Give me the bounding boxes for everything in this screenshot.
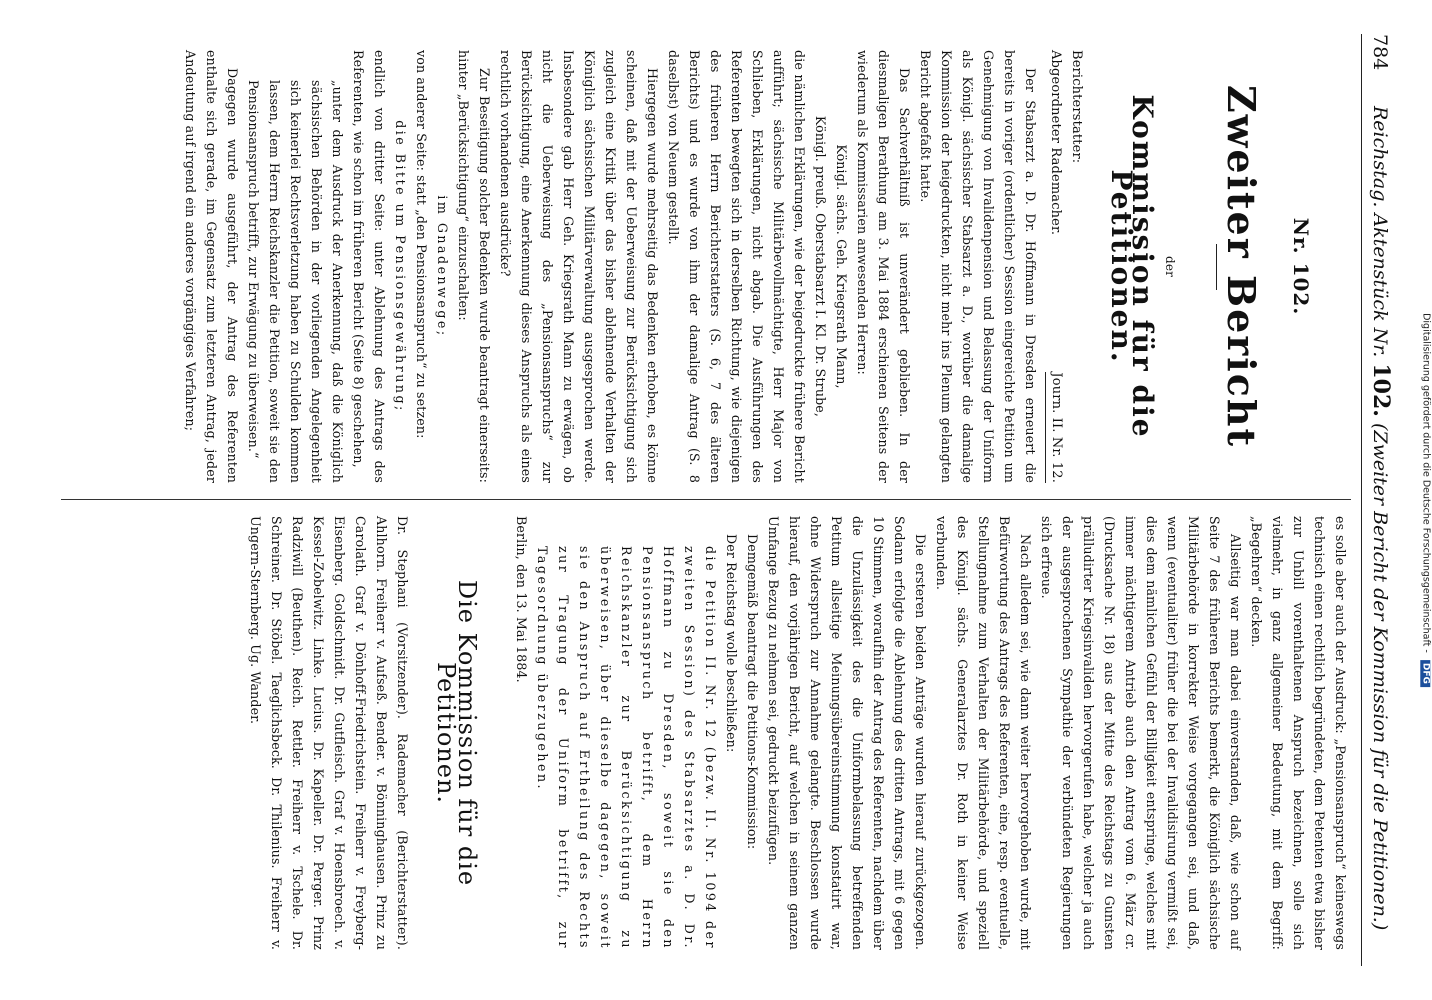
paragraph: endlich von dritter Seite: unter Ablehnung des Antrags des Referenten, wie schon im früheren Bericht (Seite 8) geschehen, bbox=[351, 50, 387, 483]
paragraph: von anderer Seite: statt „den Pensionsanspruch“ zu setzen: bbox=[414, 50, 429, 439]
commission-heading: Die Kommission für die Petitionen. bbox=[432, 579, 481, 887]
rotated-document-page bbox=[20, 10, 1412, 990]
paragraph: Hiergegen wurde mehrseitig das Bedenken erhoben, es könne scheinen, daß mit der Ueberweisung zur Berücksichtigung sich zugleich eine Kritik über das bisher ablehnende Verhalten der Königlich sächsischen Militärverwaltung ausgesprochen werde. Insbesondere gab Herr Geh. Kriegsrath Mann zu erwägen, ob nicht die Ueberweisung des „Pensionsanspruchs“ zur Berücksichtigung, eine Anerkennung dieses Anspruchs als eines rechtlich vorhandenen ausdrücke? bbox=[498, 50, 660, 483]
running-head-number: 102. bbox=[1368, 363, 1394, 417]
dfg-logo: DFG bbox=[1421, 660, 1431, 687]
digitization-credit bbox=[1421, 313, 1432, 687]
amendment-text: die Bitte um Pensionsgewährung; bbox=[393, 120, 408, 413]
reporter-name: Abgeordneter Rademacher. bbox=[1048, 50, 1063, 236]
right-column bbox=[61, 500, 1351, 966]
amendment-text: im Gnadenwege; bbox=[435, 195, 450, 338]
running-head bbox=[1361, 34, 1394, 966]
digitization-credit-text: Digitalisierung gefördert durch die Deutsche Forschungsgemeinschaft - bbox=[1420, 313, 1432, 653]
reporter-line bbox=[1045, 50, 1087, 483]
left-column bbox=[61, 34, 1351, 500]
paragraph: die nämlichen Erklärungen, wie der beigedruckte frühere Bericht aufführt; sächsische Militärbevollmächtigte, Herr Major von Schlieben, Erklärungen, nicht abgab. Die Ausführungen des Referenten bewegten sich in derselben Richtung, wie diejenigen des früheren Herrn Berichterstatters (S. 6, 7 des älteren Berichts) und es wurde von ihm der damalige Antrag (S. 8 daselbst) von Neuem gestellt. bbox=[666, 50, 807, 483]
motion-text: die Petition II. Nr. 12 (bezw. II. Nr. 1094 der zweiten Session) des Stabsarztes a. D. Dr. Hoffmann zu Dresden, soweit sie den Pensionsanspruch betrifft, dem Herrn Reichskanzler zur Berücksichtigung zu überweisen, über dieselbe dagegen, soweit sie den Anspruch auf Ertheilung des Rechts zur Tragung der Uniform betrifft, zur Tagesordnung überzugehen. bbox=[535, 546, 718, 950]
commissioner-line: Königl. sächs. Geh. Kriegsrath Mann, bbox=[834, 144, 849, 389]
paragraph: Nach alledem sei, wie dann weiter hervorgehoben wurde, mit Befürwortung des Antrags des Referenten, eine, resp. eventuelle, Stellungnahme zum Verhalten der Militärbehörde, und speziell des Königl. sächs. Generalarztes Dr. Roth in keiner Weise verbunden. bbox=[934, 516, 1033, 950]
paragraph: Dagegen wurde ausgeführt, der Antrag des Referenten enthalte sich gerade, im Gegensatz zum letzteren Antrag, jeder Andeutung auf irgend ein anderes vorgängiges Verfahren; bbox=[183, 50, 240, 483]
page-number: 784 bbox=[1369, 34, 1391, 71]
running-head-title bbox=[1368, 106, 1394, 930]
report-der: der bbox=[1163, 256, 1177, 277]
date-line: Berlin, den 13. Mai 1884. bbox=[514, 516, 529, 683]
report-subtitle: Kommission für die Petitionen. bbox=[1105, 94, 1159, 439]
paragraph: Zur Beseitigung solcher Bedenken wurde beantragt einerseits: hinter „Berücksichtigung“ einzuschalten: bbox=[456, 50, 492, 483]
report-title: Zweiter Bericht bbox=[1219, 84, 1264, 449]
quoted-motion: „unter dem Ausdruck der Anerkennung, daß die Königlich sächsischen Behörden in der vorliegenden Angelegenheit sich keinerlei Rechtsverletzung haben zu Schulden kommen lassen, dem Herrn Reichskanzler die Petition, soweit sie den Pensionsanspruch betrifft, zur Erwägung zu überweisen.“ bbox=[246, 80, 345, 483]
paragraph: es solle aber auch der Ausdruck: „Pensionsanspruch“ keineswegs technisch einen rechtlich begründeten, dem Petenten etwa bisher zur Unbill vorenthaltenen Anspruch bezeichnen, solle sich vielmehr, in ganz allgemeiner Bedeutung, mit dem Begriff: „Begehren“ decken. bbox=[1249, 516, 1348, 950]
commission-signers: Dr. Stephani (Vorsitzender). Rademacher (Berichterstatter). Ahlhorn. Freiherr v. Aufseß. Bender. v. Bönninghausen. Prinz zu Carolath. Graf v. Dönhoff-Friedrichstein. Freiherr v. Freyberg-Eisenberg. Goldschmidt. Dr. Gutfleisch. Graf v. Hoensbroech. v. Kessel-Zobelwitz. Linke. Lucius. Dr. Kapeller. Dr. Perger. Prinz Radziwill (Beuthen). Reich. Rettler. Freiherr v. Tschele. Dr. Schreiner. Dr. Stöbel. Taeglichsbeck. Dr. Thilenius. Freiherr v. Ungern-Sternberg. Ug. Wander. bbox=[248, 516, 410, 950]
text-columns bbox=[61, 34, 1351, 966]
commissioner-line: Königl. preuß. Oberstabsarzt I. Kl. Dr. Strube, bbox=[813, 115, 828, 418]
journal-number: Journ. II. Nr. 12. bbox=[1045, 372, 1067, 483]
running-head-left: Reichstag. Aktenstück Nr. bbox=[1369, 105, 1391, 358]
report-heading bbox=[1105, 50, 1313, 483]
title-divider bbox=[1216, 244, 1217, 290]
paragraph: Allseitig war man dabei einverstanden, daß, wie schon auf Seite 7 des früheren Berichts bemerkt, die Königlich sächsische Militärbehörde in korrekter Weise vorgegangen sei, und daß, wenn (eventualiter) früher die bei der Invalidisirung vermißt sei, dies dem nämlichen Gefühl der Billigkeit entspringe, welches mit immer mächtigerem Antrieb auch den Antrag vom 6. März cr. (Drucksache Nr. 18) aus der Mitte des Reichstags zu Gunsten prälludirter Kriegsinvaliden hervorgerufen habe, welcher ja auch der ausgesprochenen Sympathie der verbündeten Regierungen sich erfreue. bbox=[1039, 516, 1243, 950]
paragraph: Das Sachverhältniß ist unverändert geblieben. In der diesmaligen Berathung am 3. Mai 1884 erschienen Seitens der wiederum als Kommissarien anwesenden Herren: bbox=[855, 50, 912, 483]
paragraph: Die ersteren beiden Anträge wurden hierauf zurückgezogen. Sodann erfolgte die Ablehnung des dritten Antrags, mit 6 gegen 10 Stimmen, woraufhin der Antrag des Referenten, nachdem über die Unzulässigkeit des die Uniformbelassung betreffenden Petitum allseitige Meinungsübereinstimmung konstatirt war, ohne Widerspruch zur Annahme gelangte. Beschlossen wurde hierauf, den vorjährigen Bericht, auf welchen in seinem ganzen Umfange Bezug zu nehmen sei, gedruckt beizufügen. bbox=[766, 516, 928, 950]
paragraph: Der Stabsarzt a. D. Dr. Hoffmann in Dresden erneuert die bereits in voriger (ordentlicher) Session eingereichte Petition um Genehmigung von Invalidenpension und Belassung der Uniform als Königl. sächsischer Stabsarzt a. D., worüber die damalige Kommission der heigedruckten, nicht mehr ins Plenum gelangten Bericht abgefaßt hatte. bbox=[918, 50, 1038, 483]
report-number: Nr. 102. bbox=[1289, 217, 1313, 316]
reporter-label: Berichterstatter: bbox=[1069, 50, 1084, 164]
paragraph: Der Reichstag wolle beschließen: bbox=[724, 534, 739, 753]
paragraph: Demgemäß beantragt die Petitions-Kommission: bbox=[745, 534, 760, 850]
running-head-right: (Zweiter Bericht der Kommission für die Petitionen.) bbox=[1369, 422, 1391, 931]
